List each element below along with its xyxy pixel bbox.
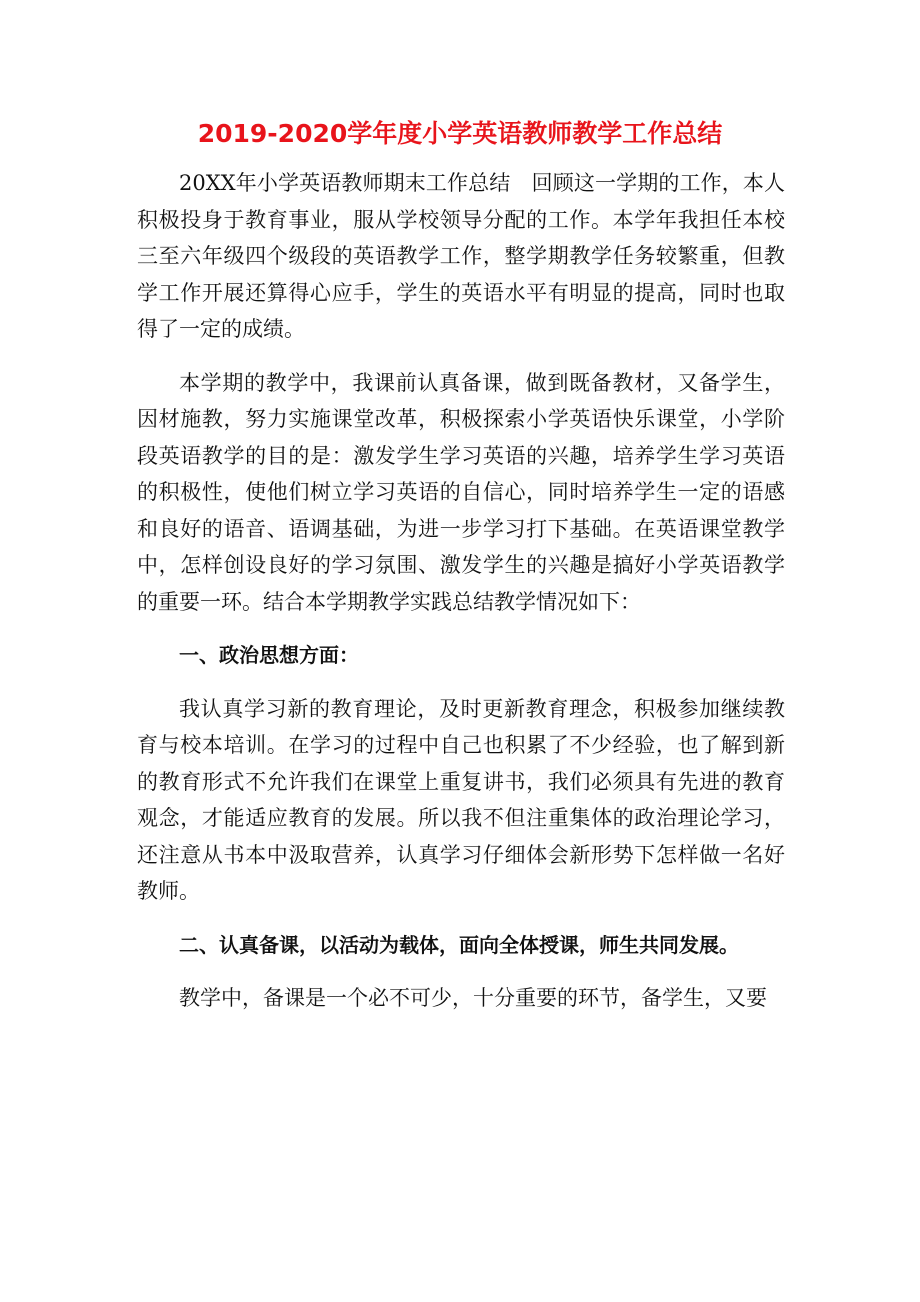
document-body bbox=[137, 165, 785, 1017]
document-title: 2019-2020学年度小学英语教师教学工作总结 bbox=[197, 119, 723, 148]
section-heading-lesson-prep: 二、认真备课，以活动为载体，面向全体授课，师生共同发展。 bbox=[179, 932, 739, 957]
paragraph-teaching: 本学期的教学中，我课前认真备课，做到既备教材，又备学生，因材施教，努力实施课堂改革，积极探索小学英语快乐课堂，小学阶段英语教学的目的是：激发学生学习英语的兴趣，培养学生学习英语的积极性，使他们树立学习英语的自信心，同时培养学生一定的语感和良好的语音、语调基础，为进一步学习打下基础。在英语课堂教学中，怎样创设良好的学习氛围、激发学生的兴趣是搞好小学英语教学的重要一环。结合本学期教学实践总结教学情况如下： bbox=[137, 370, 785, 614]
section-heading-politics: 一、政治思想方面： bbox=[179, 643, 359, 667]
paragraph-lesson-prep: 教学中，备课是一个必不可少，十分重要的环节，备学生，又要 bbox=[179, 986, 767, 1010]
paragraph-politics: 我认真学习新的教育理论，及时更新教育理念，积极参加继续教育与校本培训。在学习的过程中自己也积累了不少经验，也了解到新的教育形式不允许我们在课堂上重复讲书，我们必须具有先进的教育观念，才能适应教育的发展。所以我不但注重集体的政治理论学习，还注意从书本中汲取营养，认真学习仔细体会新形势下怎样做一名好教师。 bbox=[137, 696, 785, 903]
paragraph-intro: 20XX年小学英语教师期末工作总结 回顾这一学期的工作，本人积极投身于教育事业，服从学校领导分配的工作。本学年我担任本校三至六年级四个级段的英语教学工作，整学期教学任务较繁重，但教学工作开展还算得心应手，学生的英语水平有明显的提高，同时也取得了一定的成绩。 bbox=[137, 171, 785, 341]
